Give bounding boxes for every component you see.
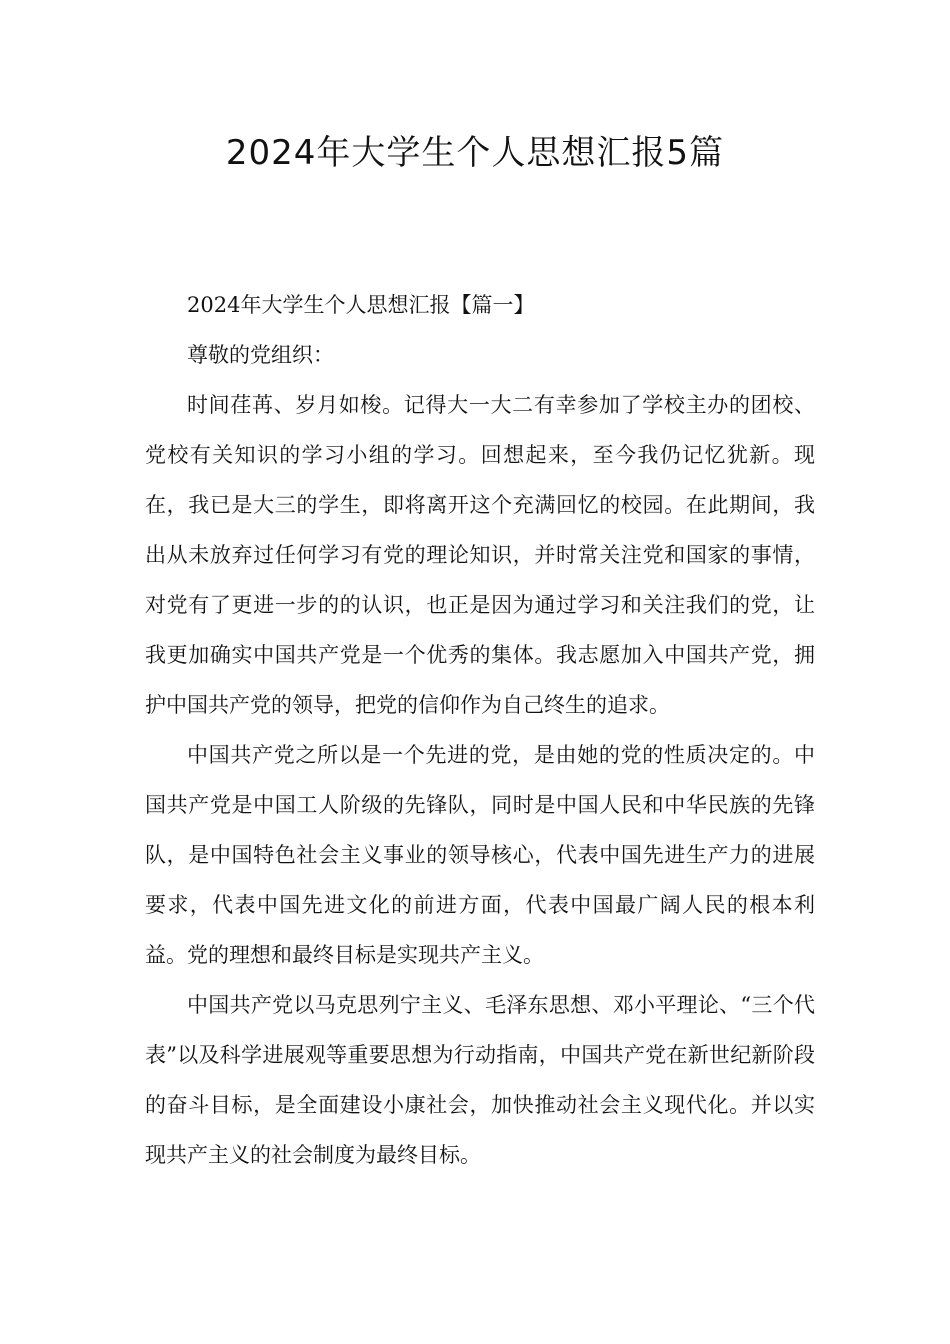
paragraph-2: 中国共产党之所以是一个先进的党，是由她的党的性质决定的。中国共产党是中国工人阶级的先锋队，同时是中国人民和中华民族的先锋队，是中国特色社会主义事业的领导核心，代表中国先进生产力的进展要求，代表中国先进文化的前进方面，代表中国最广阔人民的根本利益。党的理想和最终目标是实现共产主义。 — [145, 743, 815, 967]
document-body — [145, 280, 815, 1180]
salutation: 尊敬的党组织： — [187, 343, 334, 367]
paragraph-3: 中国共产党以马克思列宁主义、毛泽东思想、邓小平理论、“三个代表”以及科学进展观等重要思想为行动指南，中国共产党在新世纪新阶段的奋斗目标，是全面建设小康社会，加快推动社会主义现代化。并以实现共产主义的社会制度为最终目标。 — [145, 993, 815, 1167]
section-heading: 2024年大学生个人思想汇报【篇一】 — [187, 293, 535, 317]
paragraph-1: 时间荏苒、岁月如梭。记得大一大二有幸参加了学校主办的团校、党校有关知识的学习小组的学习。回想起来，至今我仍记忆犹新。现在，我已是大三的学生，即将离开这个充满回忆的校园。在此期间，我出从未放弃过任何学习有党的理论知识，并时常关注党和国家的事情，对党有了更进一步的的认识，也正是因为通过学习和关注我们的党，让我更加确实中国共产党是一个优秀的集体。我志愿加入中国共产党，拥护中国共产党的领导，把党的信仰作为自己终生的追求。 — [145, 393, 815, 717]
document-title: 2024年大学生个人思想汇报5篇 — [225, 133, 725, 173]
